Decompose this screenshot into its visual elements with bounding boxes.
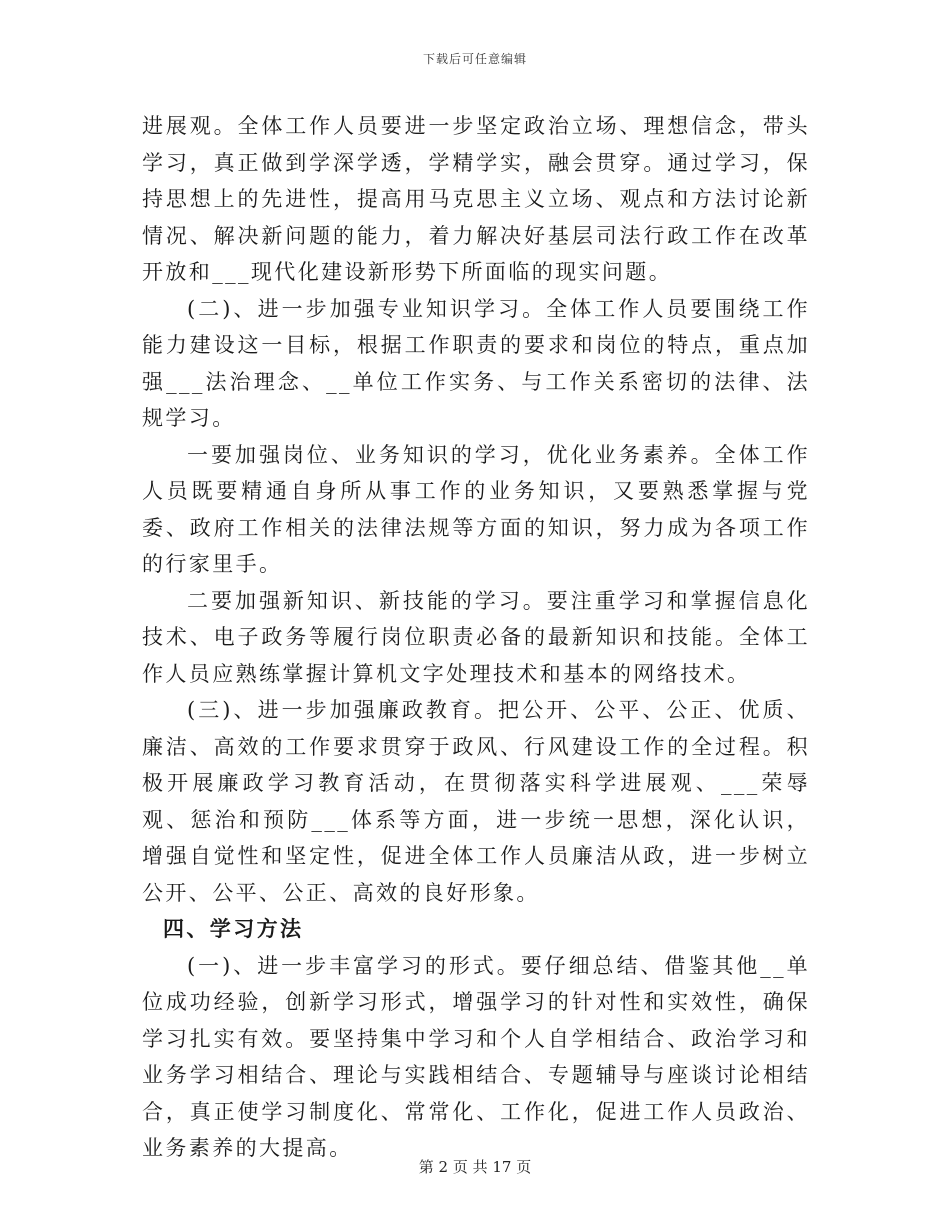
document-body	[142, 108, 810, 1167]
paragraph-learning-forms: (一)、进一步丰富学习的形式。要仔细总结、借鉴其他__单位成功经验，创新学习形式，增强学习的针对性和实效性，确保学习扎实有效。要坚持集中学习和个人自学相结合、政治学习和业务学习相结合、理论与实践相结合、专题辅导与座谈讨论相结合，真正使学习制度化、常常化、工作化，促进工作人员政治、业务素养的大提高。	[142, 953, 810, 1160]
paragraph-continuation: 进展观。全体工作人员要进一步坚定政治立场、理想信念，带头学习，真正做到学深学透，学精学实，融会贯穿。通过学习，保持思想上的先进性，提高用马克思主义立场、观点和方法讨论新情况、解决新问题的能力，着力解决好基层司法行政工作在改革开放和___现代化建设新形势下所面临的现实问题。	[142, 114, 810, 284]
paragraph-new-skills: 二要加强新知识、新技能的学习。要注重学习和掌握信息化技术、电子政务等履行岗位职责必备的最新知识和技能。全体工作人员应熟练掌握计算机文字处理技术和基本的网络技术。	[142, 588, 810, 686]
paragraph-integrity-education: (三)、进一步加强廉政教育。把公开、公平、公正、优质、廉洁、高效的工作要求贯穿于政风、行风建设工作的全过程。积极开展廉政学习教育活动，在贯彻落实科学进展观、___荣辱观、惩治和预防___体系等方面，进一步统一思想，深化认识，增强自觉性和坚定性，促进全体工作人员廉洁从政，进一步树立公开、公平、公正、高效的良好形象。	[142, 698, 810, 905]
paragraph-job-knowledge: 一要加强岗位、业务知识的学习，优化业务素养。全体工作人员既要精通自身所从事工作的业务知识，又要熟悉掌握与党委、政府工作相关的法律法规等方面的知识，努力成为各项工作的行家里手。	[142, 442, 810, 576]
page-footer: 第 2 页 共 17 页	[418, 1158, 532, 1176]
paragraph-professional-knowledge: (二)、进一步加强专业知识学习。全体工作人员要围绕工作能力建设这一目标，根据工作职责的要求和岗位的特点，重点加强___法治理念、__单位工作实务、与工作关系密切的法律、法规学习。	[142, 296, 810, 430]
page-header: 下载后可任意编辑	[422, 52, 527, 66]
section-heading-learning-methods: 四、学习方法	[163, 916, 304, 941]
